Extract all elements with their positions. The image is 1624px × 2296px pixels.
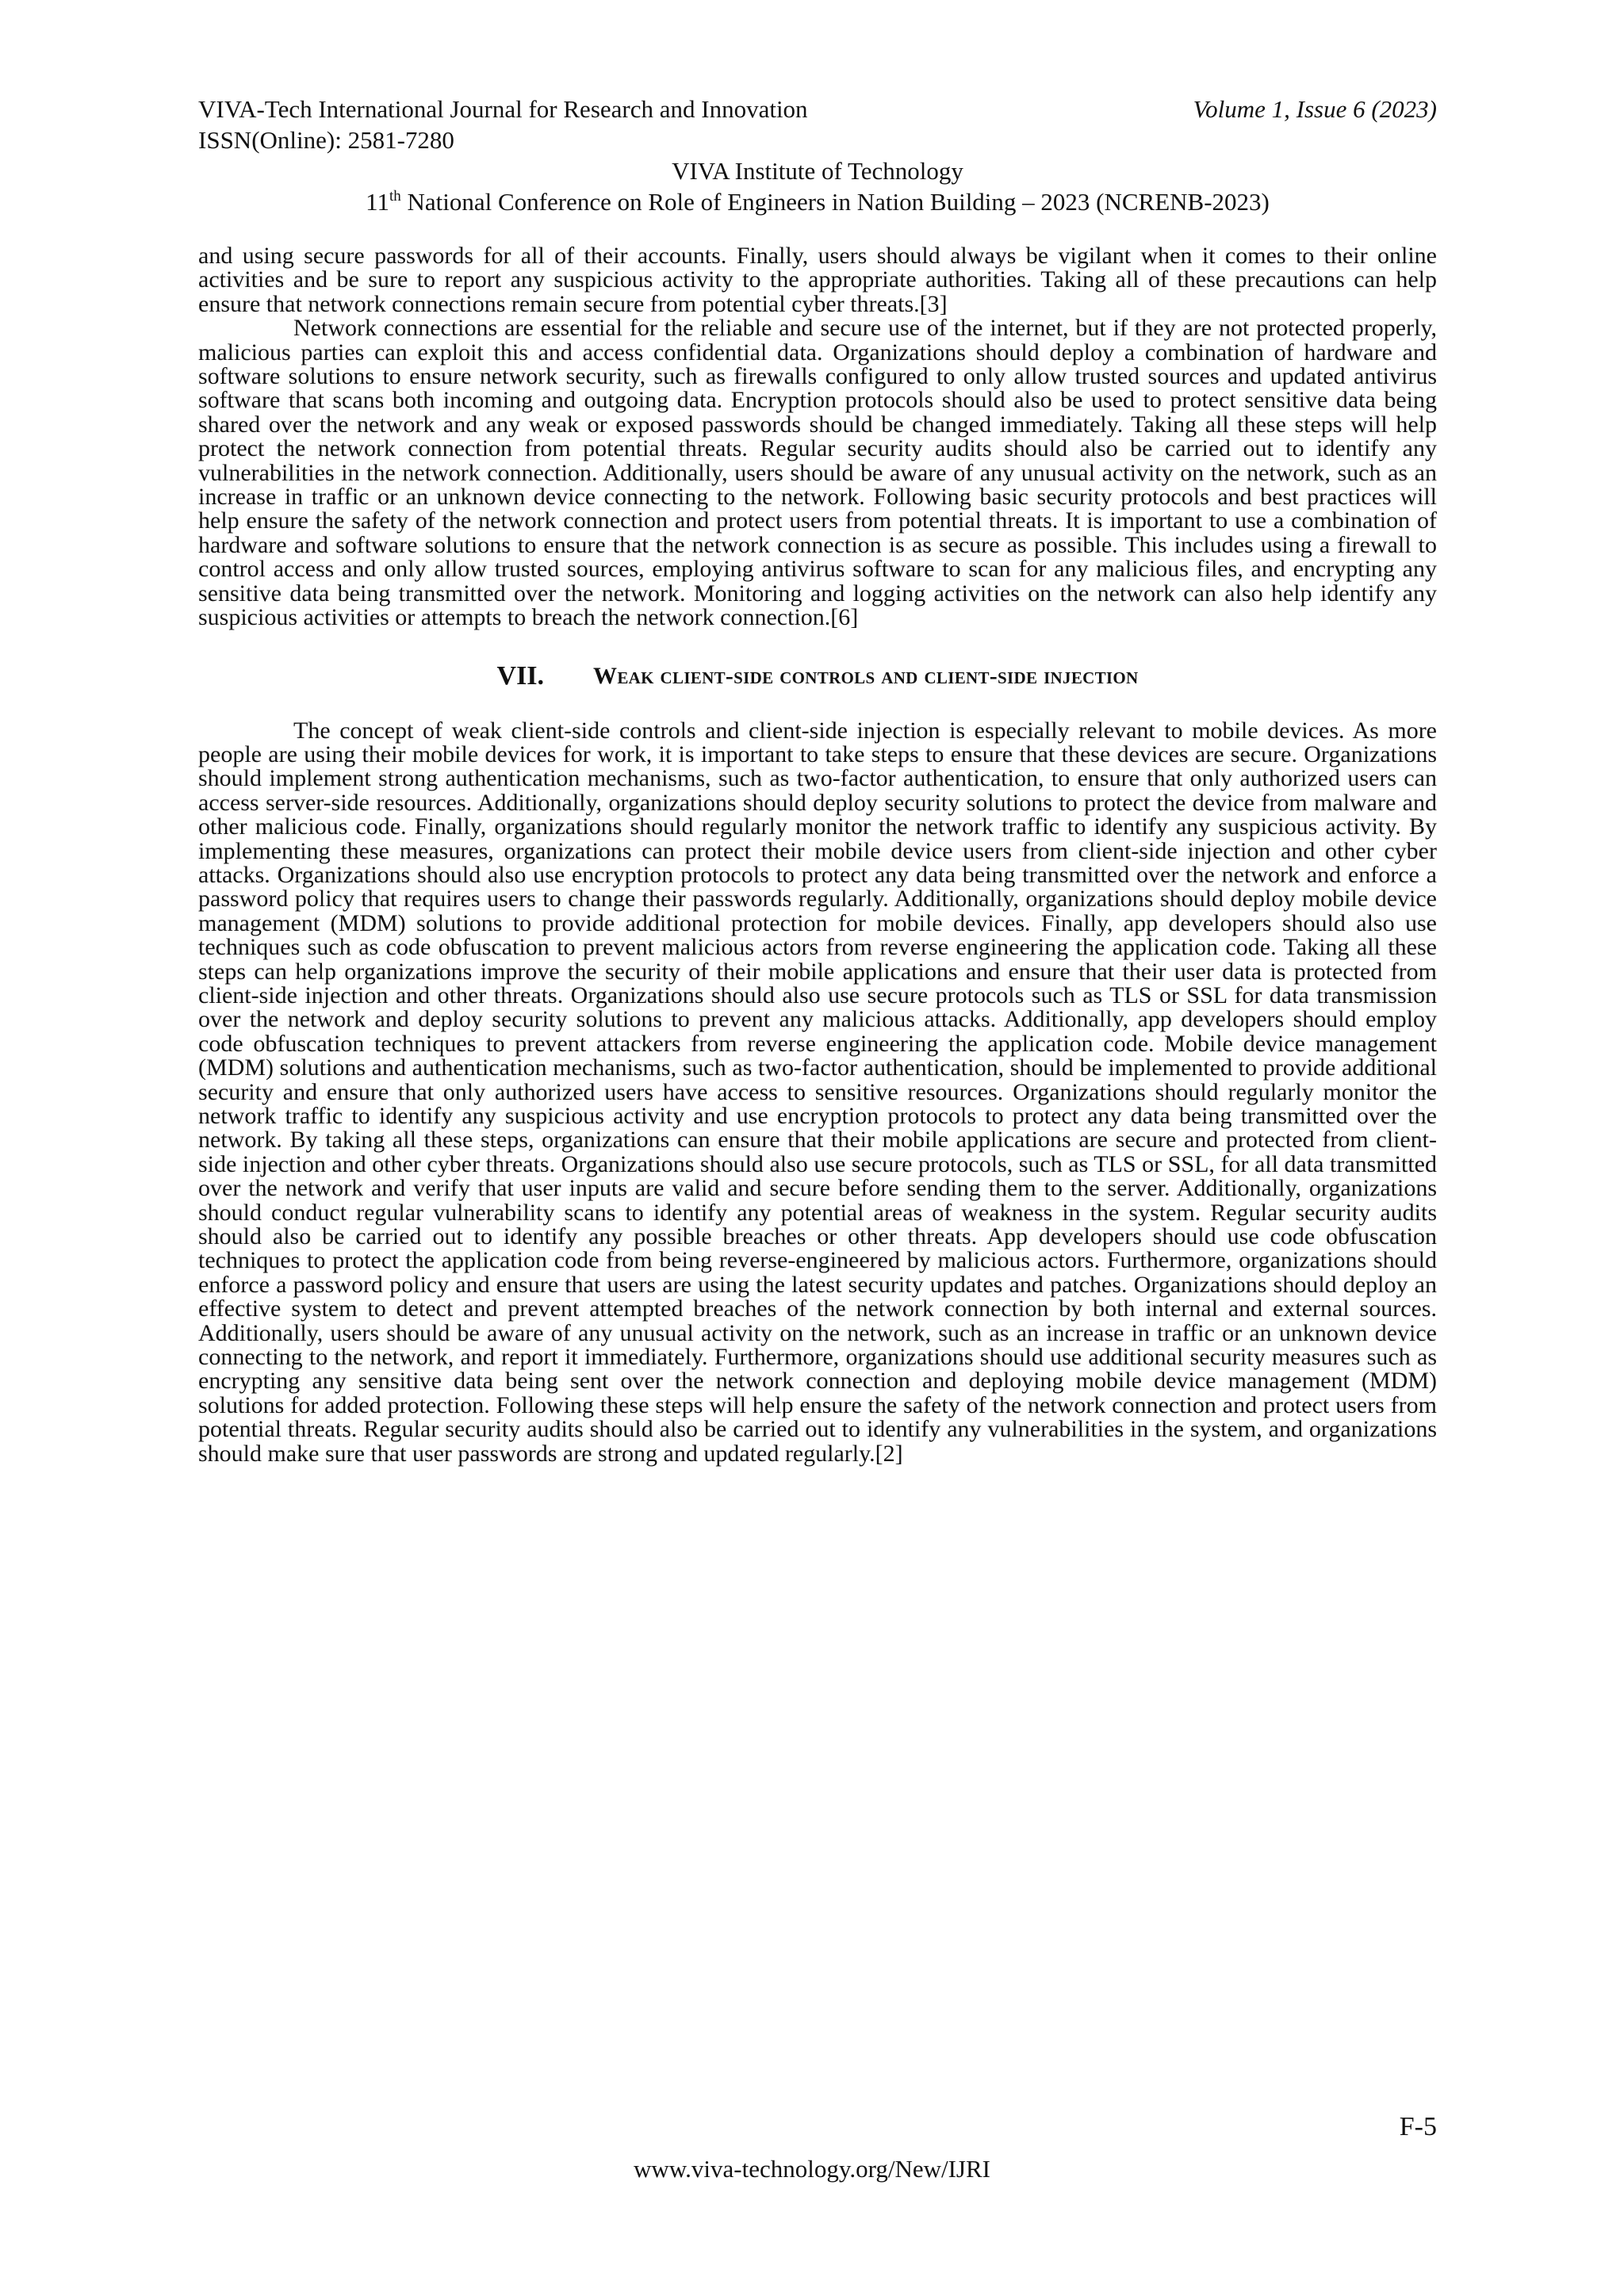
body-text — [198, 244, 1437, 1466]
section-number: VII. — [496, 660, 545, 691]
conference-name — [198, 186, 1437, 217]
paragraph-3: The concept of weak client-side controls and client-side injection is especially relevant to mobile devices. As more people are using their mobile devices for work, it is important to take steps to ensure that these devices are secure. Organizations should implement strong authentication mechanisms, such as two-factor authentication, to ensure that only authorized users can access server-side resources. Additionally, organizations should deploy security solutions to protect the device from malware and other malicious code. Finally, organizations should regularly monitor the network traffic to identify any suspicious activity. By implementing these measures, organizations can protect their mobile device users from client-side injection and other cyber attacks. Organizations should also use encryption protocols to protect any data being transmitted over the network and enforce a password policy that requires users to change their passwords regularly. Additionally, organizations should deploy mobile device management (MDM) solutions to provide additional protection for mobile devices. Finally, app developers should also use techniques such as code obfuscation to prevent malicious actors from reverse engineering the application code. Taking all these steps can help organizations improve the security of their mobile applications and ensure that their user data is protected from client-side injection and other threats. Organizations should also use secure protocols such as TLS or SSL for data transmission over the network and deploy security solutions to prevent any malicious attacks. Additionally, app developers should employ code obfuscation techniques to prevent attackers from reverse engineering the application code. Mobile device management (MDM) solutions and authentication mechanisms, such as two-factor authentication, should be implemented to provide additional security and ensure that only authorized users have access to sensitive resources. Organizations should regularly monitor the network traffic to identify any suspicious activity and use encryption protocols to protect any data being transmitted over the network. By taking all these steps, organizations can ensure that their mobile applications are secure and protected from client-side injection and other cyber threats. Organizations should also use secure protocols, such as TLS or SSL, for all data transmitted over the network and verify that user inputs are valid and secure before sending them to the server. Additionally, organizations should conduct regular vulnerability scans to identify any potential areas of weakness in the system. Regular security audits should also be carried out to identify any possible breaches or other threats. App developers should use code obfuscation techniques to protect the application code from being reverse-engineered by malicious actors. Furthermore, organizations should enforce a password policy and ensure that users are using the latest security updates and patches. Organizations should deploy an effective system to detect and prevent attempted breaches of the network connection by both internal and external sources. Additionally, users should be aware of any unusual activity on the network, such as an increase in traffic or an unknown device connecting to the network, and report it immediately. Furthermore, organizations should use additional security measures such as encrypting any sensitive data being sent over the network connection and deploying mobile device management (MDM) solutions for added protection. Following these steps will help ensure the safety of the network connection and protect users from potential threats. Regular security audits should also be carried out to identify any vulnerabilities in the system, and organizations should make sure that user passwords are strong and updated regularly.[2] — [198, 717, 1437, 1467]
page-number: F-5 — [1399, 2112, 1437, 2141]
issn: ISSN(Online): 2581-7280 — [198, 126, 454, 154]
conference-ordinal-suffix: th — [389, 188, 401, 205]
paragraph-2: Network connections are essential for the reliable and secure use of the internet, but if they are not protected properly, malicious parties can exploit this and access confidential data. Organizations should deploy a combination of hardware and software solutions to ensure network security, such as firewalls configured to only allow trusted sources and updated antivirus software that scans both incoming and outgoing data. Encryption protocols should also be used to protect sensitive data being shared over the network and any weak or exposed passwords should be changed immediately. Taking all these steps will help protect the network connection from potential threats. Regular security audits should also be carried out to identify any vulnerabilities in the network connection. Additionally, users should be aware of any unusual activity on the network, such as an increase in traffic or an unknown device connecting to the network. Following basic security protocols and best practices will help ensure the safety of the network connection and protect users from potential threats. It is important to use a combination of hardware and software solutions to ensure that the network connection is as secure as possible. This includes using a firewall to control access and only allow trusted sources, employing antivirus software to scan for any malicious files, and encrypting any sensitive data being transmitted over the network. Monitoring and logging activities on the network can also help identify any suspicious activities or attempts to breach the network connection.[6] — [198, 315, 1437, 631]
journal-name: VIVA-Tech International Journal for Research and Innovation — [198, 95, 808, 123]
paragraph-1: and using secure passwords for all of their accounts. Finally, users should always be vigilant when it comes to their online activities and be sure to report any suspicious activity to the appropriate authorities. Taking all of these precautions can help ensure that network connections remain secure from potential cyber threats.[3] — [198, 243, 1437, 317]
section-heading — [198, 662, 1437, 691]
institute-name: VIVA Institute of Technology — [672, 157, 963, 185]
page — [198, 94, 1437, 1466]
conference-ordinal: 11 — [366, 188, 389, 216]
section-title: Weak client-side controls and client-side injection — [593, 662, 1139, 689]
running-header-row — [198, 94, 1437, 124]
volume-issue: Volume 1, Issue 6 (2023) — [1193, 95, 1437, 123]
footer-url: www.viva-technology.org/New/IJRI — [634, 2155, 990, 2183]
conference-title: National Conference on Role of Engineers in Nation Building – 2023 (NCRENB-2023) — [400, 188, 1270, 216]
